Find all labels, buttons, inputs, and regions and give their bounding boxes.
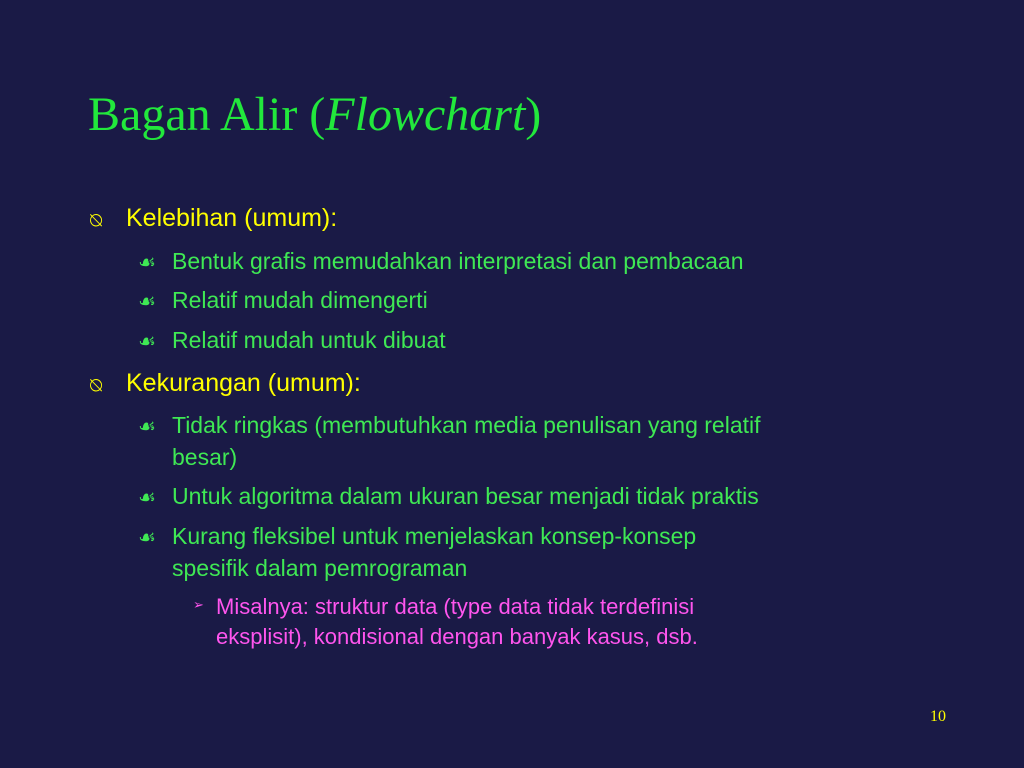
level2-bullet-icon: ☙ bbox=[138, 525, 156, 549]
sub-item-line2: eksplisit), kondisional dengan banyak kasus, dsb. bbox=[216, 624, 698, 649]
title-main: Bagan Alir ( bbox=[88, 88, 326, 141]
level2-bullet-icon: ☙ bbox=[138, 485, 156, 509]
list-item: Relatif mudah untuk dibuat bbox=[172, 327, 446, 353]
slide-title bbox=[88, 86, 541, 144]
list-item-line1: Kurang fleksibel untuk menjelaskan konsep-konsep bbox=[172, 523, 697, 549]
list-item: Untuk algoritma dalam ukuran besar menjadi tidak praktis bbox=[172, 483, 759, 509]
level2-bullet-icon: ☙ bbox=[138, 289, 156, 313]
level2-bullet-icon: ☙ bbox=[138, 250, 156, 274]
page-number: 10 bbox=[930, 708, 946, 725]
list-item-line2: besar) bbox=[172, 444, 238, 470]
level2-bullet-icon: ☙ bbox=[138, 414, 156, 438]
list-item: Relatif mudah dimengerti bbox=[172, 287, 428, 313]
level3-arrow-bullet-icon: ➢ bbox=[193, 598, 204, 613]
title-italic: Flowchart bbox=[325, 88, 526, 141]
level2-bullet-icon: ☙ bbox=[138, 329, 156, 353]
section-heading-kekurangan: Kekurangan (umum): bbox=[126, 369, 361, 397]
title-close: ) bbox=[525, 88, 542, 141]
sub-item-line1: Misalnya: struktur data (type data tidak terdefinisi bbox=[216, 594, 695, 619]
list-item-line1: Tidak ringkas (membutuhkan media penulisan yang relatif bbox=[172, 412, 761, 438]
level1-bullet-icon: ⍉ bbox=[90, 208, 102, 232]
list-item-line2: spesifik dalam pemrograman bbox=[172, 555, 468, 581]
section-heading-kelebihan: Kelebihan (umum): bbox=[126, 204, 338, 232]
list-item: Bentuk grafis memudahkan interpretasi dan pembacaan bbox=[172, 248, 744, 274]
level1-bullet-icon: ⍉ bbox=[90, 373, 102, 397]
